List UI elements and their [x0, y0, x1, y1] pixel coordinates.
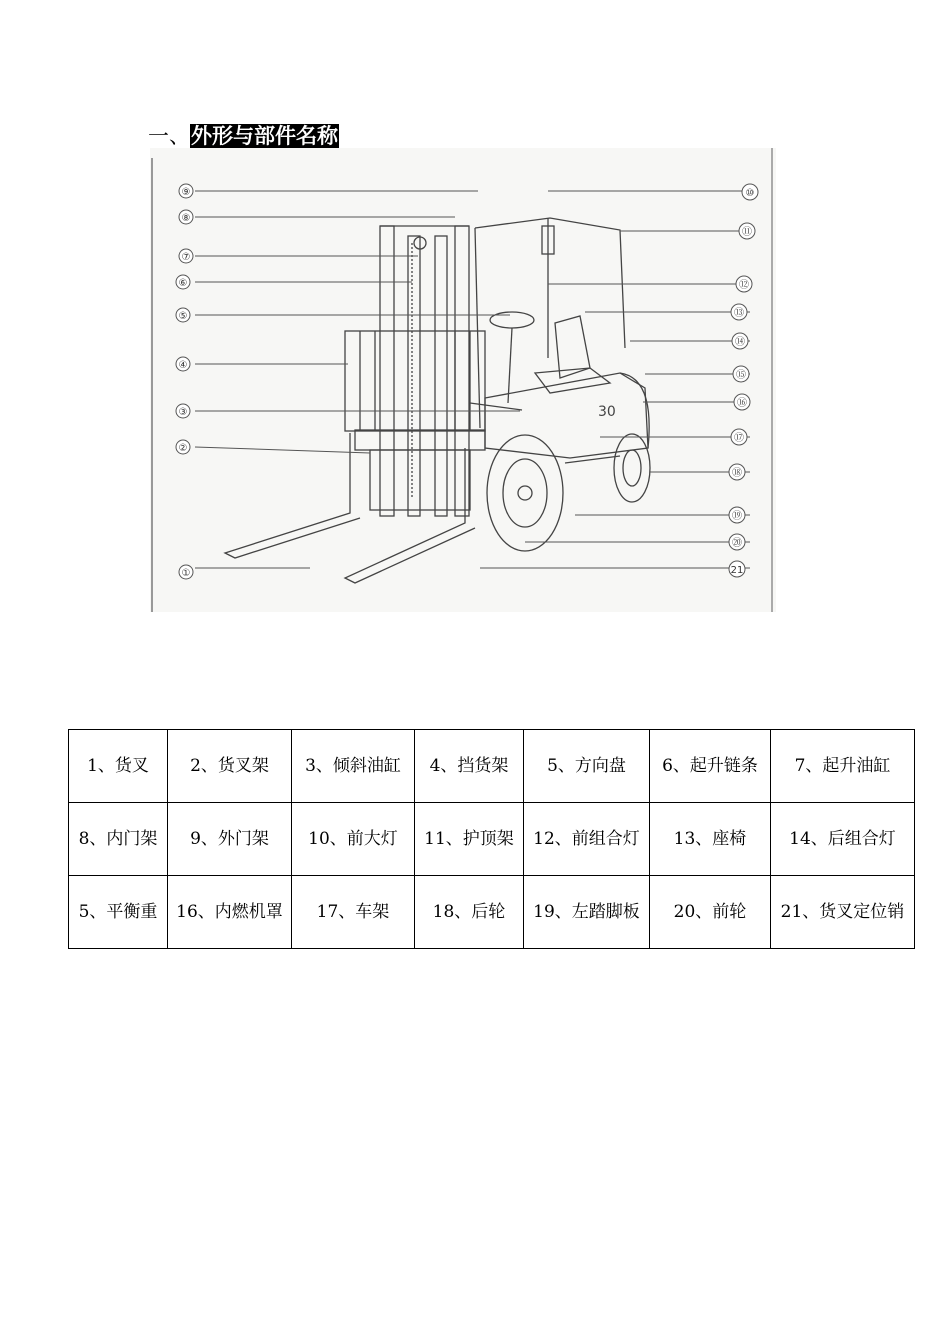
table-cell: 5、平衡重 — [69, 876, 168, 949]
model-mark: 30 — [598, 404, 616, 420]
svg-text:⑱: ⑱ — [732, 468, 742, 479]
table-cell: 1、货叉 — [69, 730, 168, 803]
callout-13 — [731, 304, 747, 320]
callout-19 — [729, 507, 745, 523]
callout-8 — [179, 210, 193, 224]
table-cell: 11、护顶架 — [415, 803, 524, 876]
svg-text:①: ① — [181, 568, 191, 579]
callout-1 — [179, 565, 193, 579]
svg-text:⑨: ⑨ — [181, 187, 191, 198]
svg-text:⑳: ⑳ — [732, 538, 742, 549]
callout-16 — [734, 394, 750, 410]
svg-text:⑯: ⑯ — [737, 398, 747, 409]
svg-text:⑰: ⑰ — [734, 433, 744, 444]
table-cell: 20、前轮 — [650, 876, 771, 949]
table-cell: 10、前大灯 — [292, 803, 415, 876]
callout-2 — [176, 440, 190, 454]
callout-6 — [176, 275, 190, 289]
callout-7 — [179, 249, 193, 263]
callout-15 — [733, 366, 749, 382]
forklift-diagram — [150, 148, 776, 612]
table-cell: 14、后组合灯 — [771, 803, 915, 876]
callout-5 — [176, 308, 190, 322]
table-cell: 17、车架 — [292, 876, 415, 949]
table-row — [69, 876, 915, 949]
svg-text:21: 21 — [730, 565, 744, 576]
svg-text:⑥: ⑥ — [178, 278, 188, 289]
table-cell: 16、内燃机罩 — [168, 876, 292, 949]
table-cell: 6、起升链条 — [650, 730, 771, 803]
callout-12 — [736, 276, 752, 292]
table-cell: 18、后轮 — [415, 876, 524, 949]
svg-text:⑦: ⑦ — [181, 252, 191, 263]
svg-text:⑫: ⑫ — [739, 280, 749, 291]
svg-text:⑬: ⑬ — [734, 308, 744, 319]
section-number: 一、 — [148, 124, 190, 148]
svg-text:⑲: ⑲ — [732, 511, 742, 522]
callout-20 — [729, 534, 745, 550]
callout-21 — [729, 561, 745, 577]
callout-9 — [179, 184, 193, 198]
table-cell: 8、内门架 — [69, 803, 168, 876]
table-cell: 21、货叉定位销 — [771, 876, 915, 949]
table-cell: 7、起升油缸 — [771, 730, 915, 803]
table-cell: 2、货叉架 — [168, 730, 292, 803]
svg-text:②: ② — [178, 443, 188, 454]
table-row — [69, 803, 915, 876]
callout-3 — [176, 404, 190, 418]
parts-table — [68, 729, 915, 949]
table-cell: 3、倾斜油缸 — [292, 730, 415, 803]
section-heading — [148, 121, 339, 151]
callout-4 — [176, 357, 190, 371]
callout-17 — [731, 429, 747, 445]
svg-text:⑤: ⑤ — [178, 311, 188, 322]
svg-text:③: ③ — [178, 407, 188, 418]
forklift-drawing — [150, 148, 776, 612]
table-cell: 5、方向盘 — [524, 730, 650, 803]
svg-text:⑧: ⑧ — [181, 213, 191, 224]
svg-text:⑪: ⑪ — [742, 227, 752, 238]
table-cell: 13、座椅 — [650, 803, 771, 876]
section-title: 外形与部件名称 — [191, 124, 338, 148]
svg-text:④: ④ — [178, 360, 188, 371]
table-cell: 12、前组合灯 — [524, 803, 650, 876]
callout-18 — [729, 464, 745, 480]
callout-14 — [732, 333, 748, 349]
svg-text:⑩: ⑩ — [745, 188, 755, 199]
callout-11 — [739, 223, 755, 239]
table-row — [69, 730, 915, 803]
svg-text:⑭: ⑭ — [735, 337, 745, 348]
svg-text:⑮: ⑮ — [736, 370, 746, 381]
table-cell: 4、挡货架 — [415, 730, 524, 803]
table-cell: 19、左踏脚板 — [524, 876, 650, 949]
table-cell: 9、外门架 — [168, 803, 292, 876]
callout-10 — [742, 184, 758, 200]
